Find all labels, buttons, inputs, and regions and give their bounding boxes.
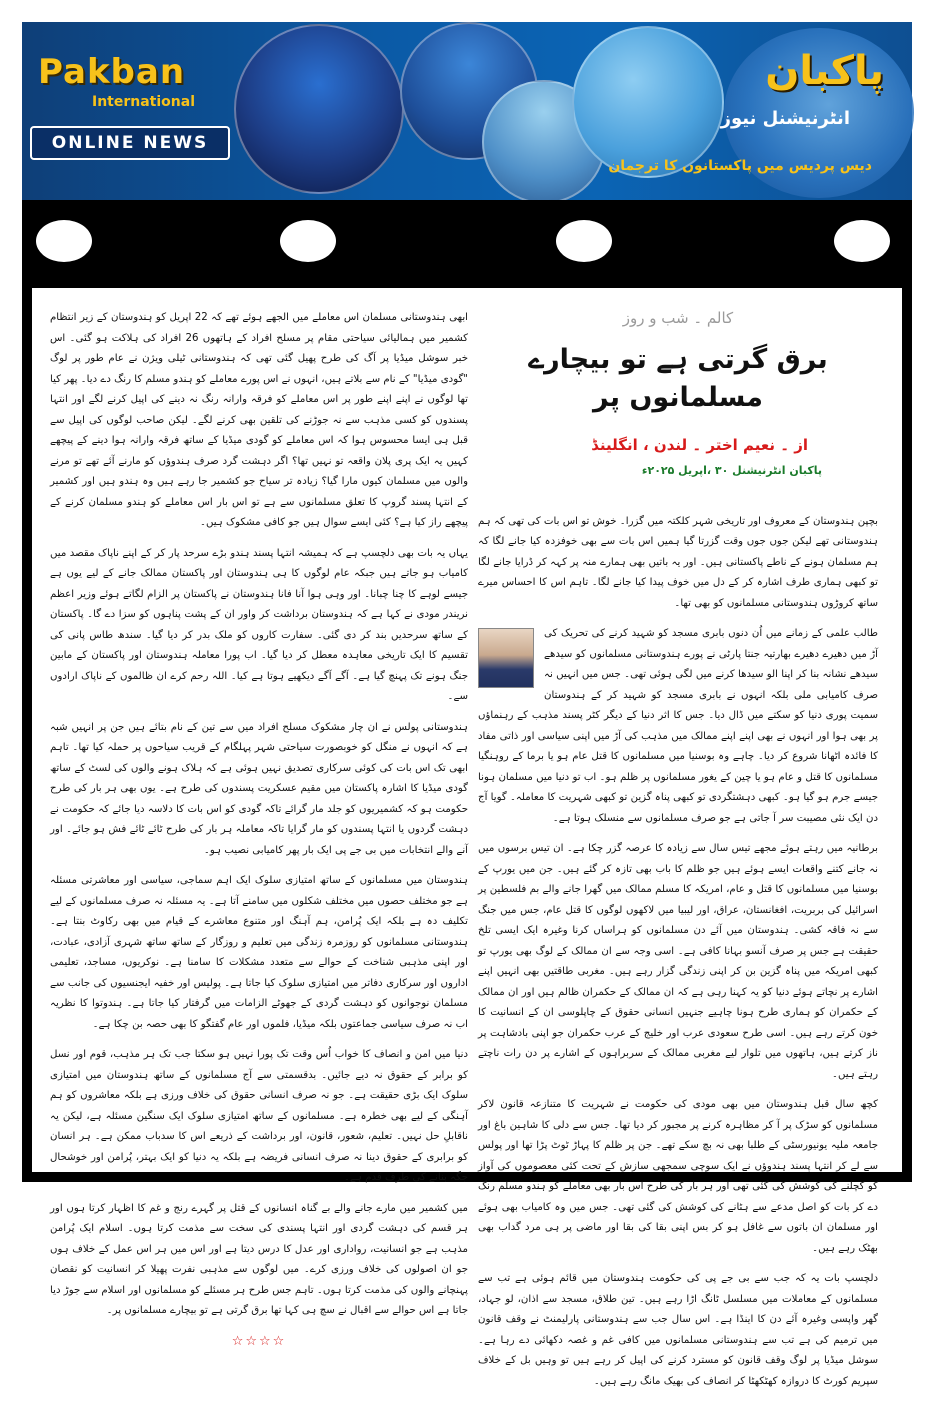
- article-left-column: [50, 308, 468, 1352]
- film-strip-divider: [22, 200, 912, 288]
- article-paragraph: میں کشمیر میں مارے جانے والے بے گناہ انسانوں کے قتل پر گہرے رنج و غم کا اظہار کرتا ہوں اور ہر قسم کی دہشت گردی اور انتہا پسندی کی سخت سے مذمت کرتا ہوں۔ اسلام ایک پُرامن مذہب ہے جو انسانیت، رواداری اور عدل کا درس دیتا ہے اور اس میں ہر اس عمل کے خلاف ہوں جو ان اصولوں کی خلاف ورزی کرے۔ میں لوگوں سے مذہبی نفرت پھیلا کر انسانیت کو نقصان پہنچانے والوں کی مذمت کرتا ہوں۔ تاہم جس طرح ہر مسئلے کو مسلمانوں اور اسلام سے جوڑ دیا جاتا ہے اس حوالے سے اقبال نے سچ ہی کہا تھا برق گرتی ہے تو بیچارے مسلمانوں پر۔: [50, 1202, 468, 1316]
- film-hole: [834, 220, 890, 262]
- brand-logo-english: Pakban: [38, 52, 186, 92]
- statue-of-liberty-photo: [572, 26, 724, 178]
- masthead-banner: [22, 22, 912, 200]
- article-dateline: پاکبان انٹرنیشنل ۳۰ ،اپریل ۲۰۲۵ء: [641, 464, 822, 477]
- brand-tagline-urdu: دیس پردیس میں پاکستانوں کا ترجمان: [608, 158, 872, 174]
- end-stars: ☆☆☆☆: [231, 1333, 287, 1349]
- article-right-column: [478, 308, 878, 1402]
- film-hole: [36, 220, 92, 262]
- film-hole: [556, 220, 612, 262]
- film-hole: [280, 220, 336, 262]
- article-paragraph: برطانیہ میں رہتے ہوئے مجھے تیس سال سے زیادہ کا عرصہ گزر چکا ہے۔ ان تیس برسوں میں نہ جانے کتنے واقعات ایسے ہوئے ہیں جو ظلم کا باب بھی تازہ کر گئے ہیں۔ جن میں یورپ کے بوسنیا میں مسلمانوں کا قتل و عام، امریکہ کا مسلم ممالک میں گھرا جانے والے بم فلسطین پر اسرائیل کی بربریت، افغانستان، عراق، اور لیبیا میں لاکھوں لوگوں کا قتل عام، جس میں جنگ سے نہ فاقہ کشی۔ ہندوستان میں آئے دن مسلمانوں کو ہراساں کرنا وغیرہ ایک ایسی تلخ حقیقت ہے جس پر صرف آنسو بہانا کافی ہے۔ اسی وجہ سے ان ممالک کے لوگ بھی یورپ تو کبھی امریکہ میں پناہ گزین بن کر اپنی زندگی گزار رہے ہیں۔ مغربی طاقتیں بھی انہیں اپنے اشارے پر نچاتے ہوئے دنیا کو یہ کہنا رہی ہے کہ ان ممالک کے حکمران ظالم ہیں اور ان ممالک کے حکمران کو ہماری طرح ہونا چاہیے جنہیں انسانی حقوق کے چاپلوسی ان کے انسانیت کا خون کرتے رہے ہیں۔ اسی طرح سعودی عرب اور خلیج کے عرب حکمران جو اپنی بادشاہت پر ناز کرتے ہیں، ہاتھوں میں تلوار لیے مغربی ممالک کے سربراہوں کے اشارے پر دن رات ناچتے رہتے ہیں۔: [478, 843, 878, 1080]
- brand-logo-urdu: پاکبان: [765, 48, 884, 94]
- article-paragraph: کچھ سال قبل ہندوستان میں بھی مودی کی حکومت نے شہریت کا متنازعہ قانون لاکر مسلمانوں کو سڑک پر آ کر مظاہرہ کرنے پر مجبور کر دیا تھا۔ جس سے دلی کا شاہین باغ اور جامعہ ملیہ یونیورسٹی کے طلبا بھی نہ بچ سکے تھے۔ جن پر ظلم کا پہاڑ ٹوٹ پڑا تھا اور پولس سے لے کر انتہا پسند ہندوؤں نے ایک سوچی سمجھی سازش کے تحت کئی معصوموں کی آواز کو کچلنے کی کوشش کی گئی تھی اور ہر بار کی طرح اس بار بھی معاملے کو ہندو مسلم رنگ دے کر بات کو اصل مدعے سے ہٹانے کی کوشش کی گئی تھی۔ جس میں وہ کامیاب بھی ہوئے اور مسلمان ان باتوں سے غافل ہو کر بس اپنی بقا کی بقا اور ماضی پر ہی مرد گداب بھی بھٹک رہے ہیں۔: [478, 1099, 878, 1254]
- brand-subtitle-english: International: [92, 94, 196, 110]
- article-paragraph: ابھی ہندوستانی مسلمان اس معاملے میں الجھے ہوئے تھے کہ 22 اپریل کو ہندوستان کے زیر انتظام کشمیر میں ہمالیائی سیاحتی مقام پر مسلح افراد کے ہاتھوں 26 افراد کی ہلاکت ہو گئی۔ اس خبر سوشل میڈیا پر آگ کی طرح پھیل گئی تھی کہ ہندوستانی ٹیلی ویژن نے عام طور پر لوگ "گودی میڈیا" کے نام سے بلاتے ہیں، انہوں نے اس پورے معاملے کو ہندو مسلم کا رنگ دے دیا۔ پھر کیا تھا لوگوں نے اپنے اپنے طور پر اس معاملے کو فرقہ وارانہ رنگ نہ دینے کی اپیل کرنے لگے اور انتہا پسندوں کو کسی مذہب سے نہ جوڑنے کی تلقین بھی کرنے لگے۔ لیکن صاحب لوگوں کی اپیل سے قبل ہی ایسا محسوس ہوا کہ اس معاملے کو گودی میڈیا کے ساتھ فرقہ وارانہ ہوا دینے کے پیچھے کہیں یہ ایک پری پلان واقعہ تو نہیں تھا؟ اگر دہشت گرد صرف ہندوؤں کو مارنے آئے تھے تو مرنے والوں میں مسلمان کیوں مارا گیا؟ زیادہ تر سیاح جو کشمیر جا رہے ہیں وہ ہندو ہیں اور کشمیر کے انتہا پسند گروپ کا تعلق مسلمانوں سے ہے تو اس بار اس معاملے کو ہندو مسلمان کرنے کے پیچھے راز کیا ہے؟ کئی ایسے سوال ہیں جو کافی مشکوک ہیں۔: [50, 312, 469, 528]
- article-frame: [22, 288, 912, 1387]
- column-kicker: کالم ۔ شب و روز: [622, 309, 734, 327]
- article-paragraph: دلچسپ بات یہ کہ جب سے بی جے پی کی حکومت ہندوستان میں قائم ہوئی ہے تب سے مسلمانوں کے معاملات میں مسلسل ٹانگ اڑا رہے ہیں۔ تین طلاق، مسجد سے اذان، لو جہاد، گھر واپسی وغیرہ آئے دن کا اینڈا ہے۔ اس سال جب سے ہندوستانی پارلیمنٹ نے وقف قانون میں ترمیم کی ہے تب سے ہندوستانی مسلمانوں میں کافی غم و غصہ دکھائی دے رہا ہے۔ سوشل میڈیا پر لوگ وقف قانون کو مسترد کرنے کی اپیل کر رہے ہیں تو وہیں بل کے خلاف سپریم کورٹ کا دروازہ کھٹکھٹا کر انصاف کی بھیک مانگ رہے ہیں۔: [478, 1273, 878, 1387]
- article-paragraph: ہندوستان میں مسلمانوں کے ساتھ امتیازی سلوک ایک اہم سماجی، سیاسی اور معاشرتی مسئلہ ہے جو مختلف حصوں میں مختلف شکلوں میں سامنے آتا ہے۔ یہ مسئلہ نہ صرف مسلمانوں کے لیے تکلیف دہ ہے بلکہ ایک پُرامن، ہم آہنگ اور متنوع معاشرے کے قیام میں بھی رکاوٹ بنتا ہے۔ ہندوستانی مسلمانوں کو روزمرہ زندگی میں تعلیم و روزگار کے ساتھ ساتھ شہری آزادی، عبادت، اور اپنی مذہبی شناخت کے حوالے سے متعدد مشکلات کا سامنا ہے۔ نوکریوں، مساجد، تعلیمی اداروں اور سرکاری دفاتر میں امتیازی سلوک کیا جاتا ہے۔ پولیس اور خفیہ ایجنسیوں کی جانب سے مسلمان نوجوانوں کو دہشت گردی کے جھوٹے الزامات میں گرفتار کیا جاتا ہے۔ ہندوتوا کا نظریہ اب نہ صرف سیاسی جماعتوں بلکہ میڈیا، فلموں اور عام گفتگو کا بھی حصہ بن چکا ہے۔: [50, 875, 468, 1030]
- article-paragraph: دنیا میں امن و انصاف کا خواب اُس وقت تک پورا نہیں ہو سکتا جب تک ہر مذہب، قوم اور نسل کو برابر کے حقوق نہ دیے جائیں۔ بدقسمتی سے آج مسلمانوں کے ساتھ ہندوستان میں امتیازی سلوک ایک بڑی حقیقت ہے۔ جو نہ صرف انسانی حقوق کی خلاف ورزی ہے بلکہ معاشروں کو ہم آہنگی کے لیے بھی خطرہ ہے۔ مسلمانوں کے ساتھ امتیازی سلوک ایک سنگین مسئلہ ہے، لیکن یہ ناقابلِ حل نہیں۔ تعلیم، شعور، قانون، اور برداشت کے ذریعے اس کا سدباب ممکن ہے۔ ہر انسان کو برابری کے حقوق دینا نہ صرف انسانی فریضہ ہے بلکہ یہ دنیا کو ایک بہتر، پُرامن اور خوشحال جگہ بنانے کی طرف قدم ہے۔: [50, 1049, 468, 1183]
- article-paragraph: یہاں یہ بات بھی دلچسپ ہے کہ ہمیشہ انتہا پسند ہندو بڑے سرحد پار کر کے اپنے ناپاک مقصد میں کامیاب ہو جاتے ہیں جبکہ عام لوگوں کا ہی ہندوستان اور پاکستان ممالک جانے کے لیے یوں ہے جیسے لوہے کا چنا چبانا۔ اور وہی ہوا آنا فانا ہندوستان نے پاکستان پر الزام لگاتے ہوئے وزیر اعظم نریندر مودی نے کہا ہے کہ ہندوستان برداشت کر واور ان کے پشت پناہوں کو سزا دے گا۔ پاکستان کے ساتھ سرحدیں بند کر دی گئی۔ سفارت کاروں کو ملک بدر کر دیا گیا۔ سندھ طاس پانی کی تقسیم کا ایک تاریخی معاہدہ معطل کر دیا گیا۔ اب پورا معاملہ ہندوستان اور پاکستان کے مابین جنگ ہونے تک پہنچ گیا ہے۔ آگے آگے دیکھیے ہوتا ہے کیا۔ اللہ رحم کرے ان ظالموں کے ناپاک ارادوں سے۔: [50, 547, 468, 702]
- brand-subtitle-urdu: انٹرنیشنل نیوز: [720, 108, 850, 129]
- online-news-badge: ONLINE NEWS: [30, 126, 230, 160]
- article-byline: از ۔ نعیم اختر ۔ لندن ، انگلینڈ: [591, 435, 808, 454]
- article-headline: برق گرتی ہے تو بیچارے مسلمانوں پر: [528, 343, 828, 413]
- eiffel-tower-photo: [234, 24, 404, 194]
- author-photo: [478, 628, 534, 688]
- article-paragraph: بچپن ہندوستان کے معروف اور تاریخی شہر کلکتہ میں گزرا۔ خوش تو اس بات کی تھی کہ ہم ہندوستانی تھے لیکن جوں جوں وقت گزرتا گیا ہمیں اس بات سے بھی خوفزدہ کیا جانے لگا کہ ہم مسلمان ہونے کے ناطے پاکستانی ہیں۔ اور یہ باتیں بھی ہمارے منہ پر کہہ کر ڈرایا جانے لگا تو کبھی ہماری طرف اشارہ کر کے دل میں خوف پیدا کیا جانے لگا۔ تاہم اس کا احساس میرے ساتھ کروڑوں ہندوستانی مسلمانوں کو بھی تھا۔: [478, 515, 878, 609]
- article-paragraph: ہندوستانی پولس نے ان چار مشکوک مسلح افراد میں سے تین کے نام بتائے ہیں جن پر انہیں شبہ ہے کہ انہوں نے منگل کو خوبصورت سیاحتی شہر پہلگام کے قریب سیاحوں پر حملہ کیا تھا۔ تاہم ابھی تک اس بات کی کوئی سرکاری تصدیق نہیں ہوئی ہے کہ ہلاک ہونے والوں کی لسٹ کے ساتھ گودی میڈیا کا اشارہ پاکستان میں مقیم عسکریت پسندوں کی طرح ہے۔ یوں بھی ہر بار کی طرح حکومت ہو کہ کشمیریوں کو جلد مار گرائے تاکہ گودی کو اس بات کا دلاسہ دیا جائے کہ حکومت نے دہشت گردوں یا انتہا پسندوں کو مار گرایا تاکہ معاملہ ہر بار کی طرح ٹائے ٹائے فش ہو جائے۔ اور آنے والے انتخابات میں بی جے پی ایک بار پھر کامیابی نصیب ہو۔: [50, 721, 468, 856]
- article-paragraph: طالب علمی کے زمانے میں اُن دنوں بابری مسجد کو شہید کرنے کی تحریک کی آڑ میں دھیرے دھیرے بھارتیہ جنتا پارٹی نے پورے ہندوستانی مسلمانوں کو سیدھے سیدھے نشانہ بنا کر اپنا الو سیدھا کرنے میں لگی ہوئی تھی۔ جس میں انہیں نہ صرف کامیابی ملی بلکہ انہوں نے بابری مسجد کو شہید کر کے ہندوستان سمیت پوری دنیا کو سکتے میں ڈال دیا۔ جس کا اثر دنیا کے دیگر کٹر پسند مذہب کے رہنماؤں پر بھی ہوا اور انہوں نے بھی اپنے اپنے ممالک میں مذہب کی آڑ میں اپنی سیاسی اور ذاتی مفاد کا فائدہ اٹھانا شروع کر دیا۔ چاہے وہ بوسنیا میں مسلمانوں کا قتل عام ہو یا برما کے روہنگیا مسلمانوں کا قتل و عام ہو یا چین کے یغور مسلمانوں پر ظلم ہو۔ اب تو دنیا میں مسلمان ہونا جیسے جرم ہو گیا ہو۔ کبھی دہشتگردی تو کبھی پناہ گزین تو کبھی شہریت کا معاملہ۔ گویا آج دن ایک نئی مصیبت سر آ جاتی ہے جو صرف مسلمانوں سے منسلک ہوتا ہے۔: [478, 628, 878, 824]
